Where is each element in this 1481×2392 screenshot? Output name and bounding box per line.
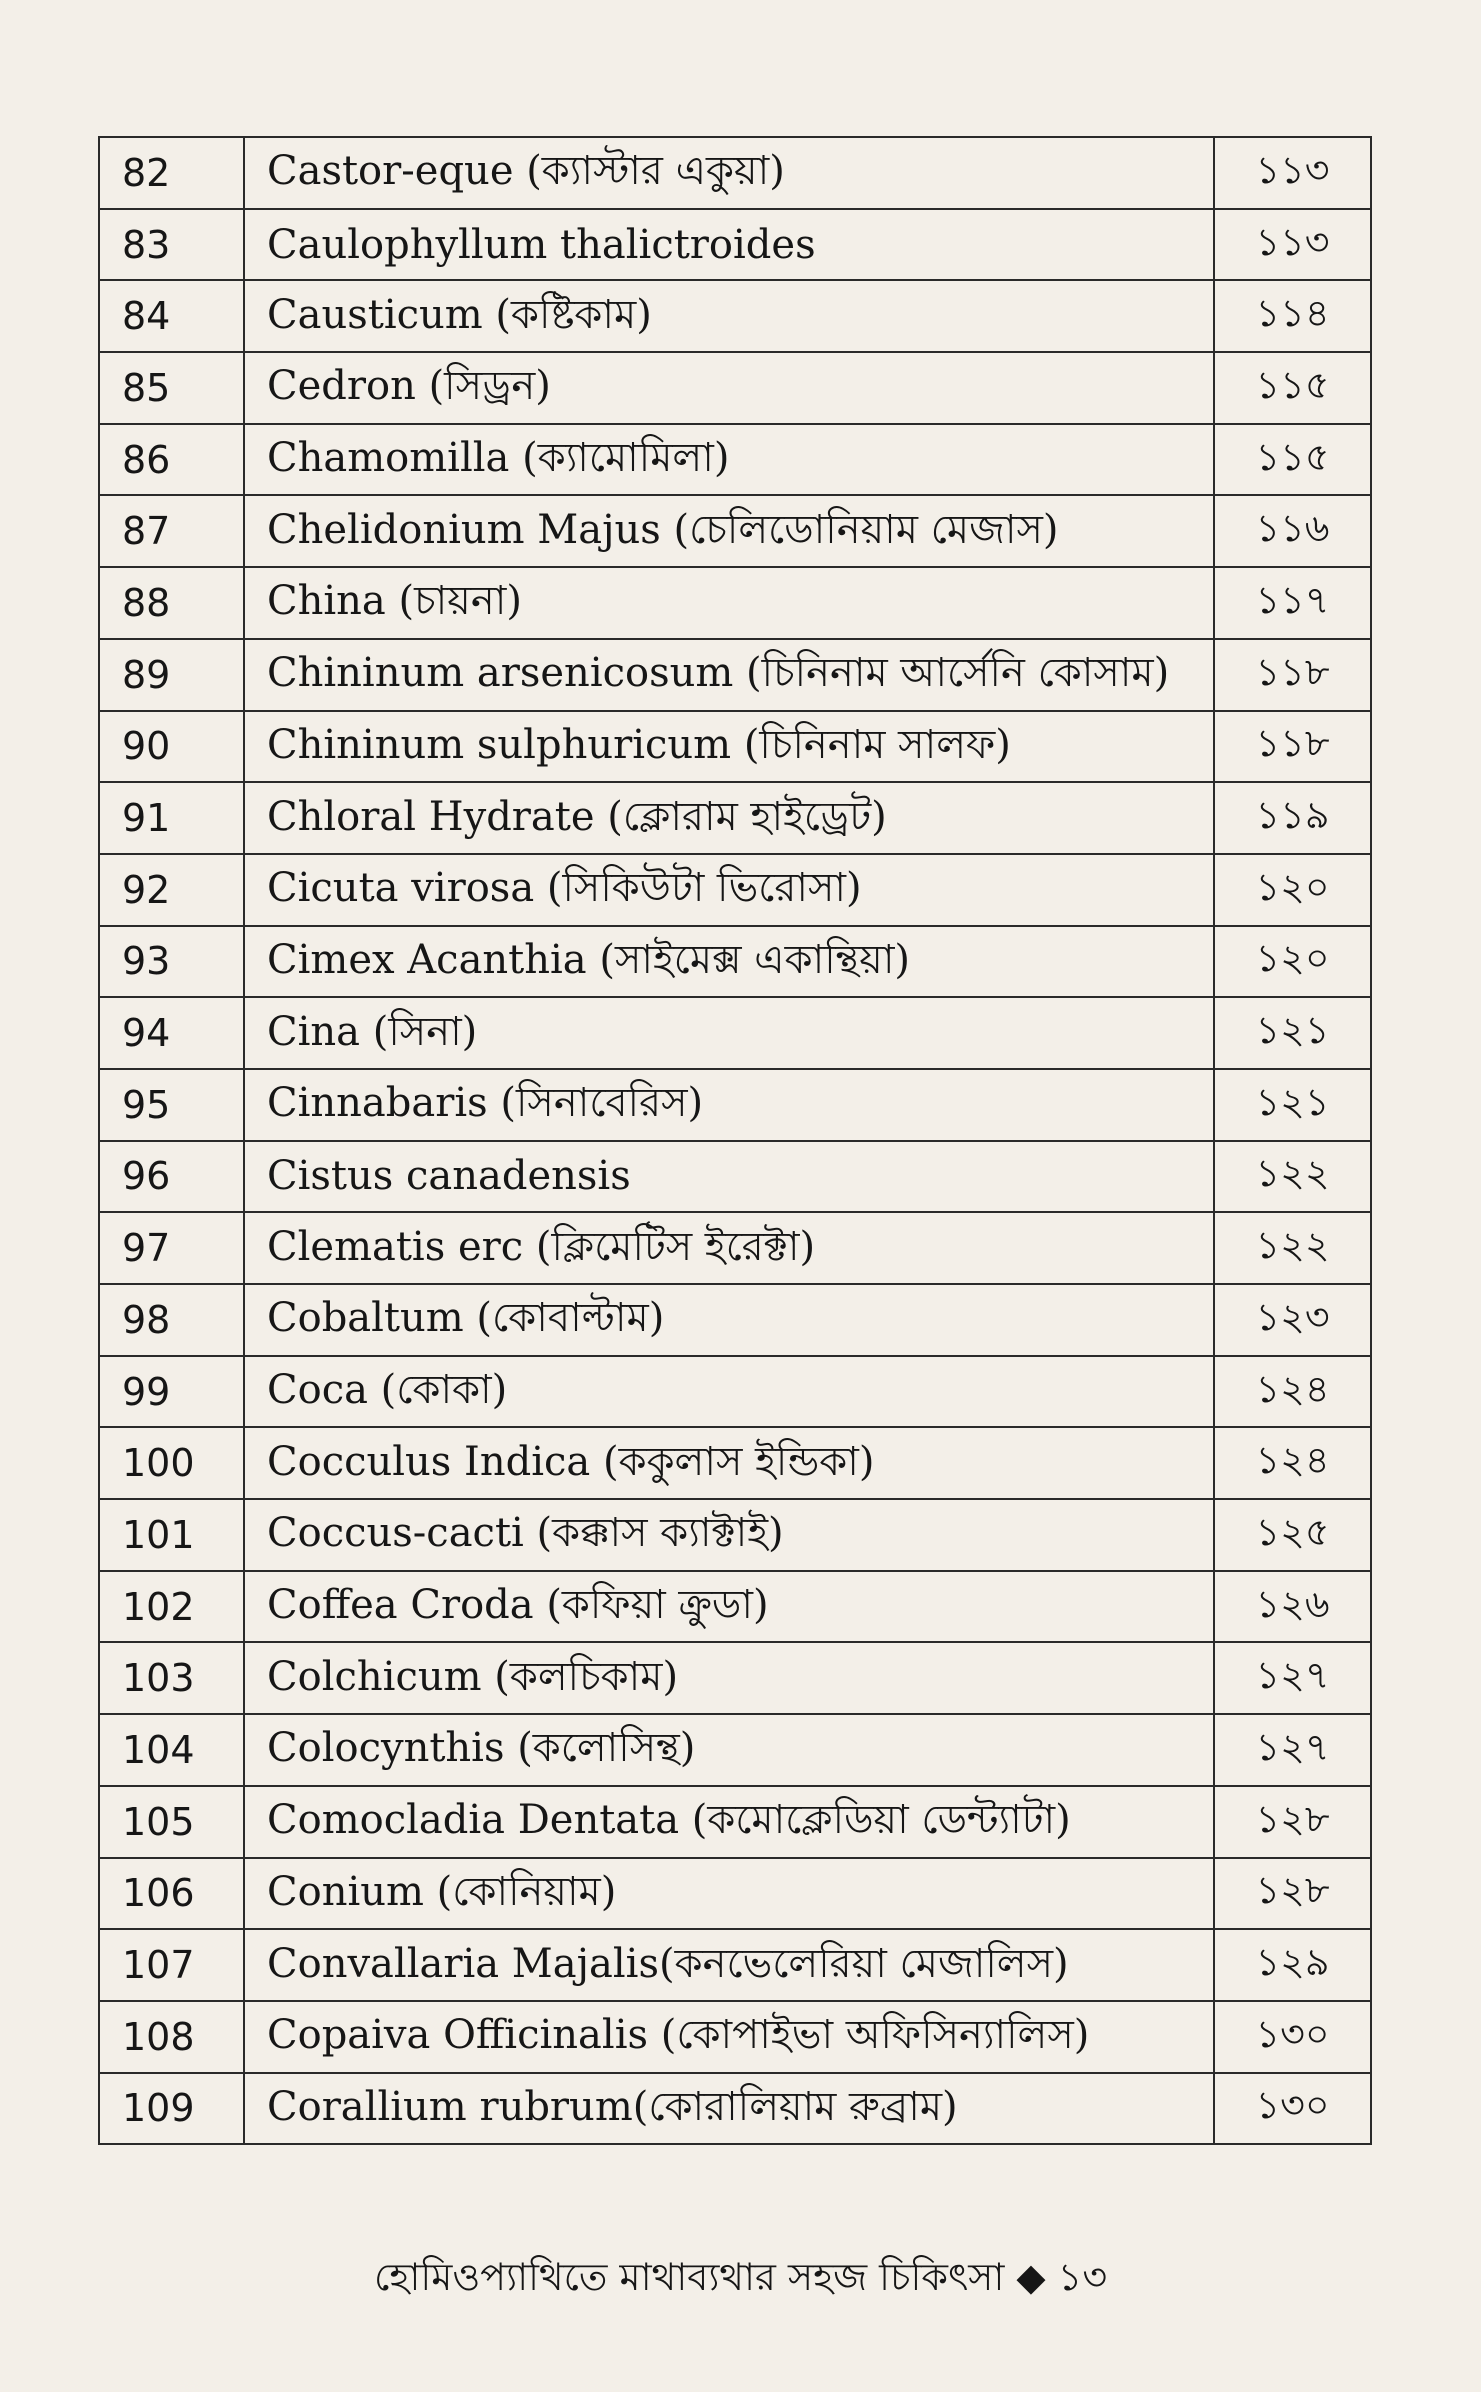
serial-number-cell: 108 (99, 2001, 244, 2073)
serial-number-cell: 99 (99, 1356, 244, 1428)
page-number-cell: ১২১ (1214, 997, 1371, 1069)
page-number-cell: ১৩০ (1214, 2073, 1371, 2145)
page-number-cell: ১২০ (1214, 926, 1371, 998)
serial-number-cell: 96 (99, 1141, 244, 1213)
remedy-name-cell: Coffea Croda (কফিয়া ক্রুডা) (244, 1571, 1214, 1643)
remedy-name-cell: Cocculus Indica (ককুলাস ইন্ডিকা) (244, 1427, 1214, 1499)
remedy-name-cell: Colocynthis (কলোসিন্থ) (244, 1714, 1214, 1786)
table-row (99, 2073, 1371, 2145)
page-number-cell: ১১৪ (1214, 280, 1371, 352)
table-row (99, 567, 1371, 639)
remedy-name-cell: Chloral Hydrate (ক্লোরাম হাইড্রেট) (244, 782, 1214, 854)
page-number-cell: ১১৫ (1214, 424, 1371, 496)
page-number-cell: ১২২ (1214, 1212, 1371, 1284)
table-row (99, 1069, 1371, 1141)
serial-number-cell: 84 (99, 280, 244, 352)
table-row (99, 495, 1371, 567)
diamond-bullet-icon: ◆ (1016, 2255, 1046, 2299)
page-number-cell: ১২৫ (1214, 1499, 1371, 1571)
table-row (99, 1858, 1371, 1930)
remedy-name-cell: Chelidonium Majus (চেলিডোনিয়াম মেজাস) (244, 495, 1214, 567)
remedy-index-body (99, 137, 1371, 2144)
page-number: ১৩ (1057, 2255, 1108, 2299)
page-number-cell: ১২৮ (1214, 1858, 1371, 1930)
remedy-name-cell: Caulophyllum thalictroides (244, 209, 1214, 281)
serial-number-cell: 98 (99, 1284, 244, 1356)
book-title: হোমিওপ্যাথিতে মাথাব্যথার সহজ চিকিৎসা (373, 2255, 1005, 2299)
page-number-cell: ১২৯ (1214, 1929, 1371, 2001)
page-number-cell: ১১৮ (1214, 711, 1371, 783)
table-row (99, 997, 1371, 1069)
serial-number-cell: 94 (99, 997, 244, 1069)
table-row (99, 1284, 1371, 1356)
remedy-name-cell: Castor-eque (ক্যাস্টার একুয়া) (244, 137, 1214, 209)
table-row (99, 2001, 1371, 2073)
remedy-index-table (98, 136, 1372, 2145)
remedy-name-cell: Colchicum (কলচিকাম) (244, 1642, 1214, 1714)
page-number-cell: ১১৮ (1214, 639, 1371, 711)
remedy-name-cell: Cina (সিনা) (244, 997, 1214, 1069)
remedy-name-cell: Chininum sulphuricum (চিনিনাম সালফ) (244, 711, 1214, 783)
serial-number-cell: 90 (99, 711, 244, 783)
serial-number-cell: 92 (99, 854, 244, 926)
remedy-name-cell: Cistus canadensis (244, 1141, 1214, 1213)
page-number-cell: ১২০ (1214, 854, 1371, 926)
serial-number-cell: 105 (99, 1786, 244, 1858)
page-number-cell: ১১৭ (1214, 567, 1371, 639)
page-number-cell: ১২৪ (1214, 1356, 1371, 1428)
page-number-cell: ১২৬ (1214, 1571, 1371, 1643)
remedy-name-cell: Cobaltum (কোবাল্টাম) (244, 1284, 1214, 1356)
table-row (99, 352, 1371, 424)
remedy-name-cell: Cimex Acanthia (সাইমেক্স একান্থিয়া) (244, 926, 1214, 998)
remedy-name-cell: Cinnabaris (সিনাবেরিস) (244, 1069, 1214, 1141)
table-row (99, 424, 1371, 496)
remedy-name-cell: Corallium rubrum(কোরালিয়াম রুব্রাম) (244, 2073, 1214, 2145)
page-number-cell: ১১৯ (1214, 782, 1371, 854)
page-number-cell: ১২৭ (1214, 1642, 1371, 1714)
table-row (99, 1356, 1371, 1428)
serial-number-cell: 103 (99, 1642, 244, 1714)
remedy-name-cell: Coccus-cacti (কক্কাস ক্যাক্টাই) (244, 1499, 1214, 1571)
page-number-cell: ১১৬ (1214, 495, 1371, 567)
serial-number-cell: 82 (99, 137, 244, 209)
table-row (99, 209, 1371, 281)
serial-number-cell: 95 (99, 1069, 244, 1141)
remedy-name-cell: Cicuta virosa (সিকিউটা ভিরোসা) (244, 854, 1214, 926)
table-row (99, 280, 1371, 352)
serial-number-cell: 101 (99, 1499, 244, 1571)
serial-number-cell: 93 (99, 926, 244, 998)
remedy-name-cell: Coca (কোকা) (244, 1356, 1214, 1428)
serial-number-cell: 88 (99, 567, 244, 639)
page-number-cell: ১২২ (1214, 1141, 1371, 1213)
remedy-name-cell: Cedron (সিড্রন) (244, 352, 1214, 424)
table-row (99, 639, 1371, 711)
serial-number-cell: 106 (99, 1858, 244, 1930)
page-number-cell: ১১৩ (1214, 137, 1371, 209)
remedy-name-cell: Chininum arsenicosum (চিনিনাম আর্সেনি কোসাম) (244, 639, 1214, 711)
serial-number-cell: 104 (99, 1714, 244, 1786)
remedy-name-cell: Chamomilla (ক্যামোমিলা) (244, 424, 1214, 496)
serial-number-cell: 87 (99, 495, 244, 567)
table-row (99, 1714, 1371, 1786)
serial-number-cell: 102 (99, 1571, 244, 1643)
serial-number-cell: 107 (99, 1929, 244, 2001)
remedy-name-cell: China (চায়না) (244, 567, 1214, 639)
remedy-name-cell: Causticum (কষ্টিকাম) (244, 280, 1214, 352)
table-row (99, 1141, 1371, 1213)
table-row (99, 926, 1371, 998)
page-number-cell: ১২৩ (1214, 1284, 1371, 1356)
table-row (99, 1571, 1371, 1643)
table-row (99, 1786, 1371, 1858)
serial-number-cell: 109 (99, 2073, 244, 2145)
page-footer (0, 2248, 1481, 2312)
table-row (99, 137, 1371, 209)
remedy-name-cell: Copaiva Officinalis (কোপাইভা অফিসিন্যালিস) (244, 2001, 1214, 2073)
page-number-cell: ১২১ (1214, 1069, 1371, 1141)
table-row (99, 1499, 1371, 1571)
page-number-cell: ১৩০ (1214, 2001, 1371, 2073)
page-number-cell: ১২৭ (1214, 1714, 1371, 1786)
table-row (99, 1427, 1371, 1499)
table-row (99, 782, 1371, 854)
page-number-cell: ১২৪ (1214, 1427, 1371, 1499)
serial-number-cell: 91 (99, 782, 244, 854)
table-row (99, 854, 1371, 926)
table-row (99, 1212, 1371, 1284)
table-row (99, 1642, 1371, 1714)
remedy-name-cell: Clematis erc (ক্লিমেটিস ইরেক্টা) (244, 1212, 1214, 1284)
page-number-cell: ১১৩ (1214, 209, 1371, 281)
page-number-cell: ১২৮ (1214, 1786, 1371, 1858)
table-row (99, 711, 1371, 783)
serial-number-cell: 83 (99, 209, 244, 281)
remedy-name-cell: Comocladia Dentata (কমোক্লেডিয়া ডেন্ট্যাটা) (244, 1786, 1214, 1858)
serial-number-cell: 89 (99, 639, 244, 711)
remedy-name-cell: Conium (কোনিয়াম) (244, 1858, 1214, 1930)
remedy-name-cell: Convallaria Majalis(কনভেলেরিয়া মেজালিস) (244, 1929, 1214, 2001)
page-number-cell: ১১৫ (1214, 352, 1371, 424)
serial-number-cell: 85 (99, 352, 244, 424)
serial-number-cell: 86 (99, 424, 244, 496)
serial-number-cell: 100 (99, 1427, 244, 1499)
table-row (99, 1929, 1371, 2001)
serial-number-cell: 97 (99, 1212, 244, 1284)
